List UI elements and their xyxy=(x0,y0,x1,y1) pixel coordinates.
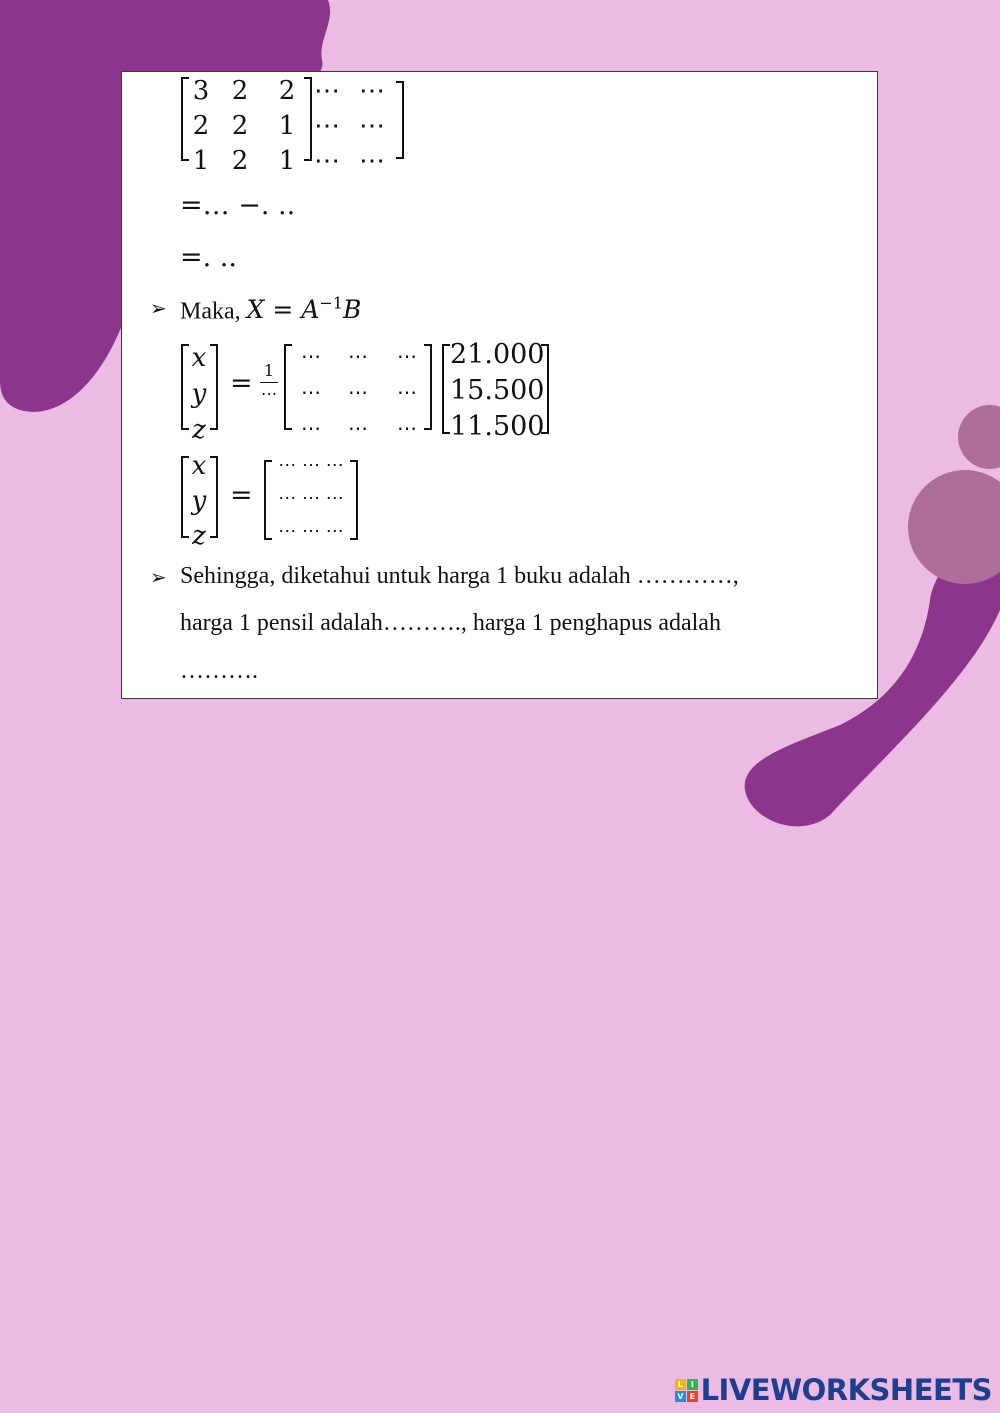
formula-equals: = xyxy=(264,295,302,325)
inverse-matrix-cell: ⋯ xyxy=(301,380,321,404)
result-vector xyxy=(270,449,352,548)
matrix-top-cell: 1 xyxy=(278,146,296,176)
var-y: y xyxy=(191,379,207,409)
matrix-top-cell: 2 xyxy=(231,76,249,106)
b-vector-cell: 11.500 xyxy=(450,411,545,442)
matrix-top-cell: 3 xyxy=(192,76,210,106)
logo-text: LIVEWORKSHEETS xyxy=(700,1373,992,1407)
matrix-top-cell: ⋯ xyxy=(314,146,340,176)
matrix-top-cell: 2 xyxy=(231,111,249,141)
equation-line-1: =… −. .. xyxy=(180,190,296,221)
worksheet-panel xyxy=(121,71,878,699)
maka-label: Maka, xyxy=(180,298,241,325)
fraction xyxy=(260,362,278,403)
var-z: z xyxy=(192,521,206,551)
fraction-numerator: 1 xyxy=(263,361,275,380)
inverse-matrix-cell: ⋯ xyxy=(301,344,321,368)
var-z: z xyxy=(192,415,206,445)
formula-base: A xyxy=(301,295,320,325)
inverse-matrix-cell: ⋯ xyxy=(348,416,368,440)
result-vector-cell: ⋯ ⋯ ⋯ xyxy=(278,488,344,509)
circle-large xyxy=(908,470,1000,584)
b-vector xyxy=(450,337,545,445)
inverse-matrix-cell: ⋯ xyxy=(397,416,417,440)
matrix-top-cell: 2 xyxy=(278,76,296,106)
b-vector-left-bracket xyxy=(442,344,450,434)
bullet-arrow-icon: ➢ xyxy=(150,296,167,320)
vars-vector-right-bracket xyxy=(210,344,218,430)
conclusion-line-2: harga 1 pensil adalah………., harga 1 penghapus adalah xyxy=(180,610,721,636)
vars-vector-2 xyxy=(188,449,210,554)
matrix-top-cell: 1 xyxy=(192,146,210,176)
b-vector-cell: 15.500 xyxy=(450,375,545,406)
matrix-top-cell: ⋯ xyxy=(359,146,385,176)
result-vector-cell: ⋯ ⋯ ⋯ xyxy=(278,455,344,476)
vars-vector xyxy=(188,340,210,448)
equals-sign-2: = xyxy=(230,480,253,511)
logo-mark-icon: L I V E xyxy=(675,1379,698,1402)
formula-rhs: B xyxy=(342,295,362,325)
matrix-top-cell: ⋯ xyxy=(314,111,340,141)
bullet-arrow-icon: ➢ xyxy=(150,565,167,589)
inverse-matrix-cell: ⋯ xyxy=(348,344,368,368)
formula-exponent: −1 xyxy=(319,294,343,313)
matrix-top xyxy=(186,74,400,179)
formula-lhs: X xyxy=(246,295,265,325)
circle-small xyxy=(958,405,1000,469)
b-vector-cell: 21.000 xyxy=(450,339,545,370)
conclusion-line-3: ………. xyxy=(180,658,258,684)
matrix-top-cell: 1 xyxy=(278,111,296,141)
matrix-top-cell: 2 xyxy=(192,111,210,141)
inverse-matrix-cell: ⋯ xyxy=(348,380,368,404)
inverse-matrix-cell: ⋯ xyxy=(301,416,321,440)
inverse-matrix xyxy=(288,338,432,446)
var-x: x xyxy=(191,451,207,481)
matrix-top-cell: 2 xyxy=(231,146,249,176)
equation-line-2: =. .. xyxy=(180,242,237,273)
inverse-matrix-cell: ⋯ xyxy=(397,380,417,404)
matrix-top-cell: ⋯ xyxy=(359,111,385,141)
liveworksheets-logo xyxy=(675,1373,992,1407)
fraction-denominator: ⋯ xyxy=(261,384,277,403)
result-vector-cell: ⋯ ⋯ ⋯ xyxy=(278,521,344,542)
var-y: y xyxy=(191,486,207,516)
matrix-top-cell: ⋯ xyxy=(359,76,385,106)
equals-sign: = xyxy=(230,368,253,399)
vars-vector-2-right-bracket xyxy=(210,456,218,538)
matrix-top-cell: ⋯ xyxy=(314,76,340,106)
conclusion-line-1: Sehingga, diketahui untuk harga 1 buku adalah …………, xyxy=(180,563,739,589)
inverse-matrix-cell: ⋯ xyxy=(397,344,417,368)
maka-line xyxy=(180,294,361,325)
var-x: x xyxy=(191,343,207,373)
